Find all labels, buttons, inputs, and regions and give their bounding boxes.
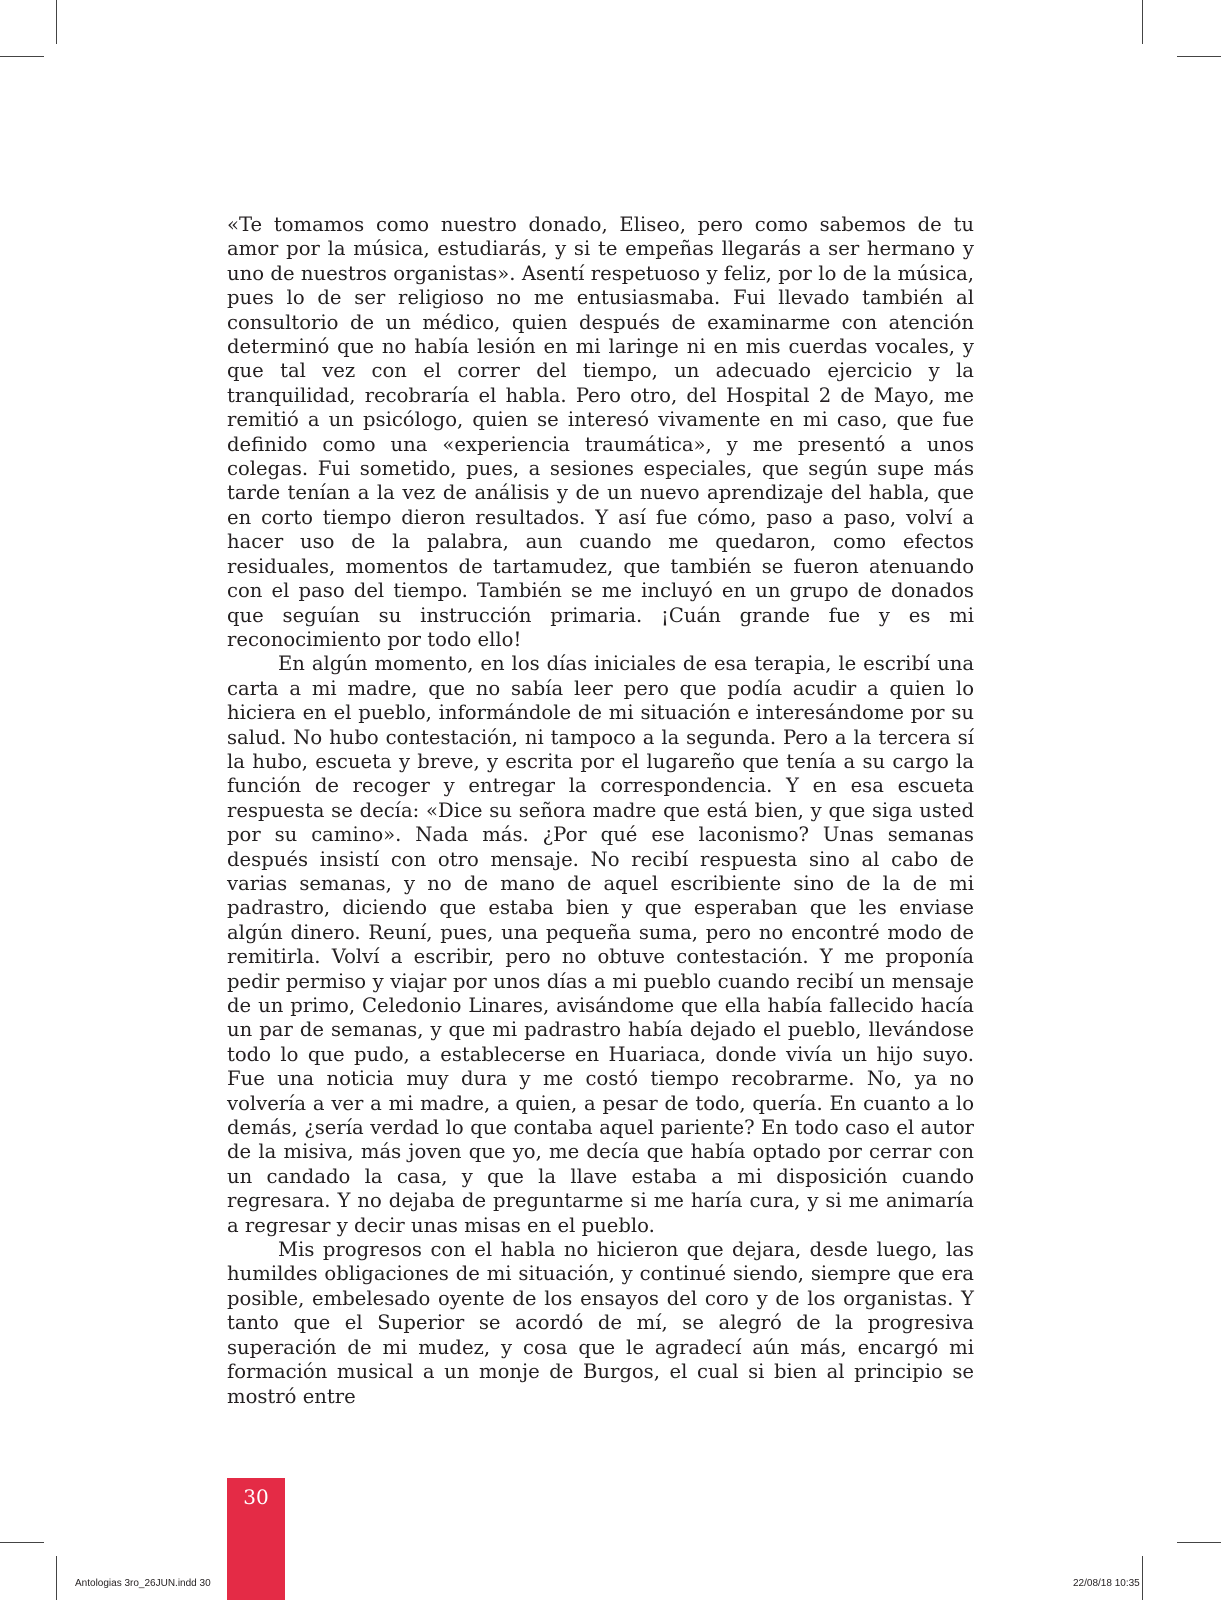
- body-text: [227, 213, 974, 1409]
- crop-mark-bottom-left: [56, 1556, 57, 1600]
- page-number: 30: [243, 1485, 269, 1509]
- paragraph: «Te tomamos como nuestro donado, Eliseo, pero como sabemos de tu amor por la música, estudiarás, y si te empeñas llegarás a ser hermano y uno de nuestros organistas». Asentí respetuoso y feliz, por lo de la música, pues lo de ser religioso no me entusiasmaba. Fui llevado también al consultorio de un médico, quien después de examinarme con atención determinó que no había lesión en mi laringe ni en mis cuerdas vocales, y que tal vez con el correr del tiempo, un adecuado ejercicio y la tranquilidad, recobraría el habla. Pero otro, del Hospital 2 de Mayo, me remitió a un psicólogo, quien se interesó vivamente en mi caso, que fue definido como una «experiencia traumática», y me presentó a unos colegas. Fui sometido, pues, a sesiones especiales, que según supe más tarde tenían a la vez de análisis y de un nuevo aprendizaje del habla, que en corto tiempo dieron resultados. Y así fue cómo, paso a paso, volví a hacer uso de la palabra, aun cuando me quedaron, como efectos residuales, momentos de tartamudez, que también se fueron atenuando con el paso del tiempo. También se me incluyó en un grupo de donados que seguían su instrucción primaria. ¡Cuán grande fue y es mi reconocimiento por todo ello!: [227, 213, 974, 651]
- crop-mark-top-right: [1142, 0, 1143, 44]
- paragraph: En algún momento, en los días iniciales de esa terapia, le escribí una carta a mi madre, que no sabía leer pero que podía acudir a quien lo hiciera en el pueblo, informándole de mi situación e interesándome por su salud. No hubo contestación, ni tampoco a la segunda. Pero a la tercera sí la hubo, escueta y breve, y escrita por el lugareño que tenía a su cargo la función de recoger y entregar la correspondencia. Y en esa escueta respuesta se decía: «Dice su señora madre que está bien, y que siga usted por su camino». Nada más. ¿Por qué ese laconismo? Unas semanas después insistí con otro mensaje. No recibí respuesta sino al cabo de varias semanas, y no de mano de aquel escribiente sino de la de mi padrastro, diciendo que estaba bien y que esperaban que les enviase algún dinero. Reuní, pues, una pequeña suma, pero no encontré modo de remitirla. Volví a escribir, pero no obtuve contestación. Y me proponía pedir permiso y viajar por unos días a mi pueblo cuando recibí un mensaje de un primo, Celedonio Linares, avisándome que ella había fallecido hacía un par de semanas, y que mi padrastro había dejado el pueblo, llevándose todo lo que pudo, a establecerse en Huariaca, donde vivía un hijo suyo. Fue una noticia muy dura y me costó tiempo recobrarme. No, ya no volvería a ver a mi madre, a quien, a pesar de todo, quería. En cuanto a lo demás, ¿sería verdad lo que contaba aquel pariente? En todo caso el autor de la misiva, más joven que yo, me decía que había optado por cerrar con un candado la casa, y que la llave estaba a mi disposición cuando regresara. Y no dejaba de preguntarme si me haría cura, y si me animaría a regresar y decir unas misas en el pueblo.: [227, 652, 974, 1237]
- crop-mark-top-right-h: [1177, 56, 1221, 57]
- print-slug-timestamp: 22/08/18 10:35: [1073, 1578, 1140, 1589]
- print-slug-filename: Antologias 3ro_26JUN.indd 30: [75, 1578, 211, 1589]
- paragraph: Mis progresos con el habla no hicieron que dejara, desde luego, las humildes obligaciones de mi situación, y continué siendo, siempre que era posible, embelesado oyente de los ensayos del coro y de los organistas. Y tanto que el Superior se acordó de mí, se alegró de la progresiva superación de mi mudez, y cosa que le agradecí aún más, encargó mi formación musical a un monje de Burgos, el cual si bien al principio se mostró entre: [227, 1238, 974, 1408]
- crop-mark-bottom-right-h: [1177, 1542, 1221, 1543]
- crop-mark-top-left-h: [0, 56, 44, 57]
- crop-mark-bottom-left-h: [0, 1542, 44, 1543]
- crop-mark-bottom-right: [1142, 1556, 1143, 1600]
- crop-mark-top-left: [56, 0, 57, 44]
